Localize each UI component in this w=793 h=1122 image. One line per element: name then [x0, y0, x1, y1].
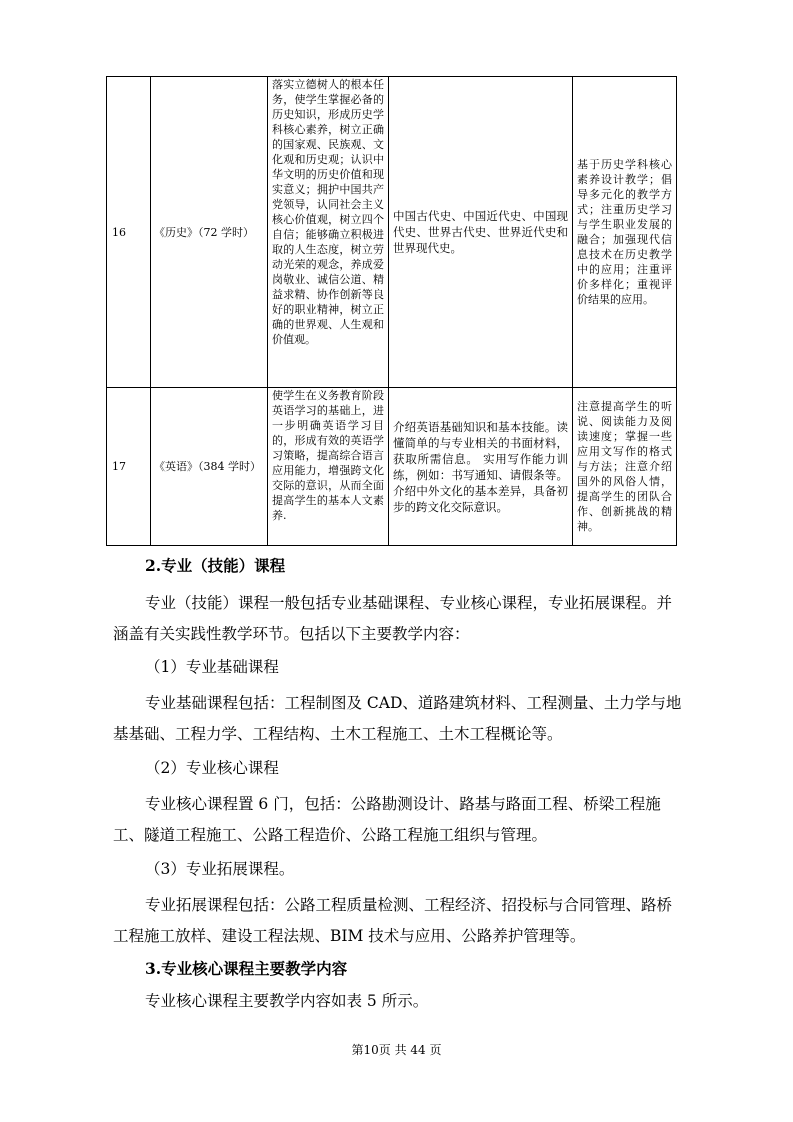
table-row [107, 388, 677, 546]
subheading: （1）专业基础课程 [145, 658, 279, 676]
course-name: 《历史》（72 学时） [151, 77, 268, 388]
page-number: 第10页 共 44 页 [351, 1043, 442, 1057]
course-goal: 落实立德树人的根本任务，使学生掌握必备的历史知识，形成历史学科核心素养，树立正确的国家观、民族观、文化观和历史观；认识中华文明的历史价值和现实意义；拥护中国共产党领导，认同社会主义核心价值观，树立四个自信；能够确立积极进取的人生态度，树立劳动光荣的观念，养成爱岗敬业、诚信公道、精益求精、协作创新等良好的职业精神，树立正确的世界观、人生观和价值观。 [268, 77, 389, 388]
table-row [107, 77, 677, 388]
subheading: （2）专业核心课程 [145, 759, 279, 777]
paragraph: 专业基础课程包括：工程制图及 CAD、道路建筑材料、工程测量、土力学与地基基础、工程力学、工程结构、土木工程施工、土木工程概论等。 [113, 694, 682, 743]
paragraph: 专业拓展课程包括：公路工程质量检测、工程经济、招投标与合同管理、路桥工程施工放样、建设工程法规、BIM 技术与应用、公路养护管理等。 [113, 896, 673, 945]
course-table [106, 76, 677, 546]
course-content: 中国古代史、中国近代史、中国现代史、世界古代史、世界近代史和世界现代史。 [389, 77, 573, 388]
course-number: 17 [107, 388, 151, 546]
paragraph: 专业核心课程主要教学内容如表 5 所示。 [145, 992, 429, 1010]
course-requirement: 基于历史学科核心素养设计教学；倡导多元化的教学方式；注重历史学习与学生职业发展的融合；加强现代信息技术在历史教学中的应用；注重评价多样化；重视评价结果的应用。 [573, 77, 677, 388]
course-requirement: 注意提高学生的听说、阅读能力及阅读速度；掌握一些应用文写作的格式与方法；注意介绍国外的风俗人情，提高学生的团队合作、创新挑战的精神。 [573, 388, 677, 546]
course-name: 《英语》（384 学时） [151, 388, 268, 546]
section-heading: 3.专业核心课程主要教学内容 [145, 959, 348, 978]
paragraph: 专业核心课程置 6 门，包括：公路勘测设计、路基与路面工程、桥梁工程施工、隧道工程施工、公路工程造价、公路工程施工组织与管理。 [113, 795, 661, 844]
paragraph: 专业（技能）课程一般包括专业基础课程、专业核心课程，专业拓展课程。并涵盖有关实践性教学环节。包括以下主要教学内容： [113, 594, 673, 643]
course-goal: 使学生在义务教育阶段英语学习的基础上，进一步明确英语学习目的，形成有效的英语学习策略，提高综合语言应用能力，增强跨文化交际的意识，从而全面提高学生的基本人文素养. [268, 388, 389, 546]
section-heading: 2.专业（技能）课程 [145, 556, 286, 575]
course-content: 介绍英语基础知识和基本技能。读懂简单的与专业相关的书面材料，获取所需信息。 实用写作能力训练，例如：书写通知、请假条等。 介绍中外文化的基本差异，具备初步的跨文化交际意识。 [389, 388, 573, 546]
course-number: 16 [107, 77, 151, 388]
subheading: （3）专业拓展课程。 [145, 860, 295, 878]
